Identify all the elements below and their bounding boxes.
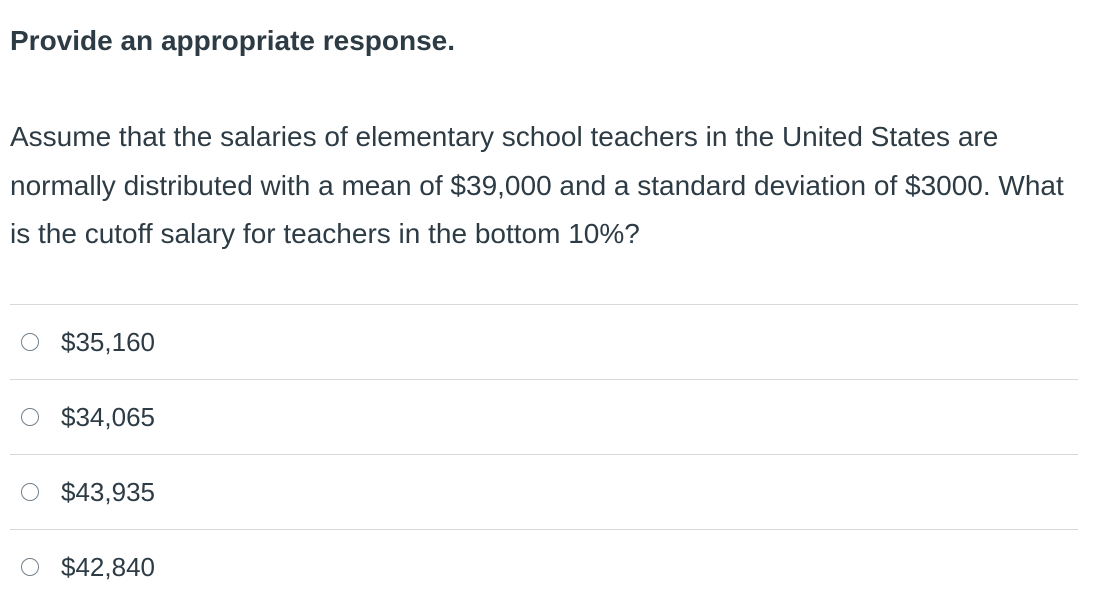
answer-option[interactable] [10, 304, 1078, 379]
answer-option[interactable] [10, 454, 1078, 529]
answer-list [10, 304, 1078, 600]
radio-button[interactable] [21, 558, 39, 576]
answer-option[interactable] [10, 529, 1078, 600]
radio-button[interactable] [21, 333, 39, 351]
question-instruction: Provide an appropriate response. [10, 25, 456, 56]
radio-button[interactable] [21, 483, 39, 501]
answer-option[interactable] [10, 379, 1078, 454]
answer-label[interactable]: $35,160 [61, 327, 155, 357]
answer-label[interactable]: $43,935 [61, 477, 155, 507]
answer-label[interactable]: $42,840 [61, 552, 155, 582]
question-text: Assume that the salaries of elementary school teachers in the United States are normally distributed with a mean of $39,000 and a standard deviation of $3000. What is the cutoff salary for teachers in the bottom 10%? [10, 121, 1064, 249]
radio-button[interactable] [21, 408, 39, 426]
answer-label[interactable]: $34,065 [61, 402, 155, 432]
